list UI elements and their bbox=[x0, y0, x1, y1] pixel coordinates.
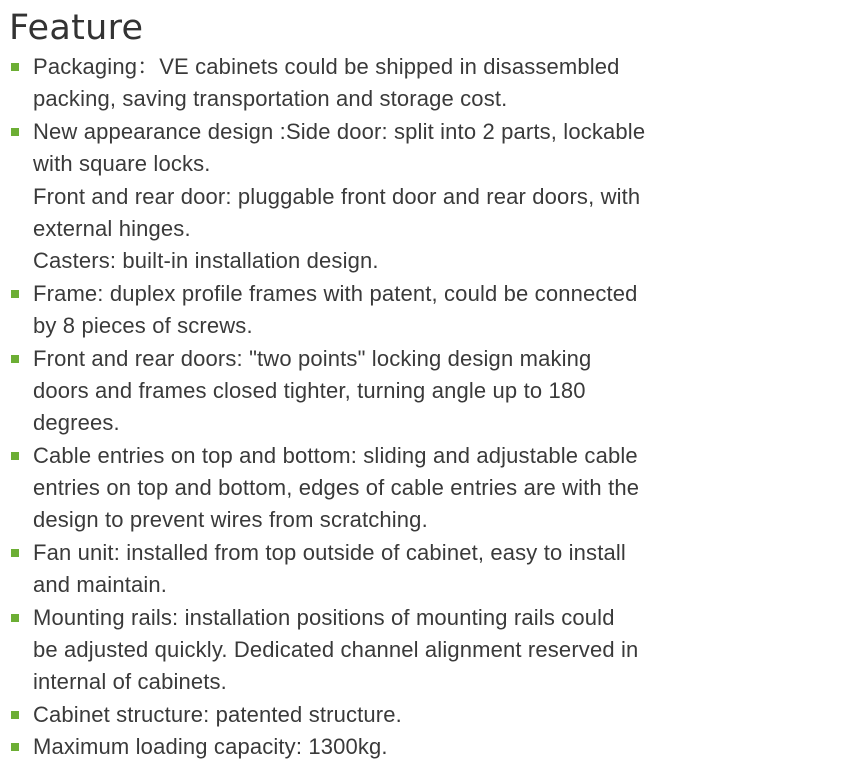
page-title: Feature bbox=[9, 8, 144, 48]
square-bullet-icon bbox=[11, 290, 19, 298]
feature-text-line: Maximum loading capacity: 1300kg. bbox=[33, 734, 388, 760]
feature-text-line: Cable entries on top and bottom: sliding and adjustable cable bbox=[33, 442, 638, 468]
square-bullet-icon bbox=[11, 614, 19, 622]
feature-list bbox=[0, 51, 760, 764]
square-bullet-icon bbox=[11, 549, 19, 557]
square-bullet-icon bbox=[11, 711, 19, 719]
feature-text-line: entries on top and bottom, edges of cable entries are with the bbox=[33, 475, 640, 501]
feature-item bbox=[0, 278, 760, 343]
feature-text-line: Fan unit: installed from top outside of cabinet, easy to install bbox=[33, 539, 626, 565]
feature-text-line: New appearance design :Side door: split into 2 parts, lockable bbox=[33, 118, 646, 144]
feature-text-line: and maintain. bbox=[33, 572, 168, 598]
feature-text-line: design to prevent wires from scratching. bbox=[33, 507, 428, 533]
feature-text-line: external hinges. bbox=[33, 215, 191, 241]
feature-item bbox=[0, 731, 760, 763]
square-bullet-icon bbox=[11, 355, 19, 363]
feature-text-line: Casters: built-in installation design. bbox=[33, 248, 379, 274]
feature-text-line: Front and rear door: pluggable front door and rear doors, with bbox=[33, 183, 641, 209]
square-bullet-icon bbox=[11, 128, 19, 136]
square-bullet-icon bbox=[11, 452, 19, 460]
feature-item bbox=[0, 440, 760, 537]
feature-item bbox=[0, 51, 760, 116]
feature-text-line: internal of cabinets. bbox=[33, 669, 227, 695]
feature-text-line: Frame: duplex profile frames with patent, could be connected bbox=[33, 280, 638, 306]
feature-item bbox=[0, 343, 760, 440]
feature-item bbox=[0, 116, 760, 278]
square-bullet-icon bbox=[11, 743, 19, 751]
feature-text-line: be adjusted quickly. Dedicated channel alignment reserved in bbox=[33, 637, 639, 663]
feature-text-line: doors and frames closed tighter, turning angle up to 180 bbox=[33, 377, 586, 403]
square-bullet-icon bbox=[11, 63, 19, 71]
feature-text-line: degrees. bbox=[33, 410, 120, 436]
feature-text-line: Mounting rails: installation positions of mounting rails could bbox=[33, 604, 615, 630]
feature-text-line: packing, saving transportation and storage cost. bbox=[33, 86, 508, 112]
feature-text-line: with square locks. bbox=[33, 151, 211, 177]
feature-text-line: by 8 pieces of screws. bbox=[33, 313, 253, 339]
feature-item bbox=[0, 537, 760, 602]
feature-item bbox=[0, 699, 760, 731]
feature-text-line: Front and rear doors: "two points" locking design making bbox=[33, 345, 592, 371]
feature-item bbox=[0, 602, 760, 699]
feature-text-line: Cabinet structure: patented structure. bbox=[33, 701, 402, 727]
feature-text-line: Packaging：VE cabinets could be shipped in disassembled bbox=[33, 54, 620, 79]
